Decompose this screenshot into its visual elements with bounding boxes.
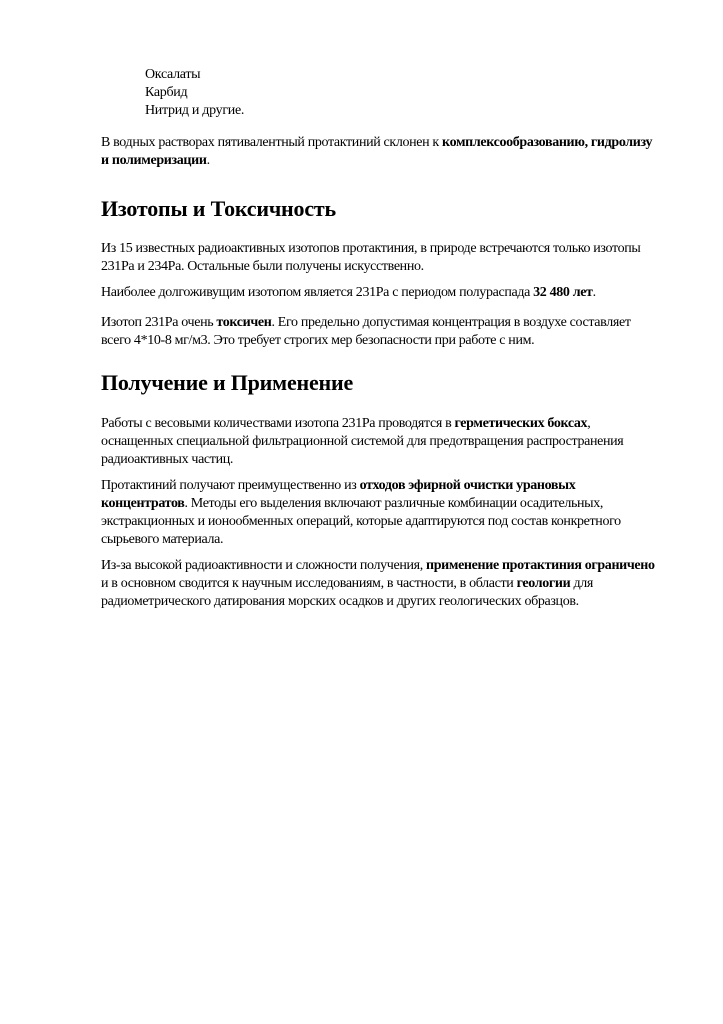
intro-paragraph: [101, 134, 661, 170]
bold-text: комплексообразованию, гидролизу и полимеризации: [101, 135, 653, 168]
text: Из-за высокой радиоактивности и сложности получения,: [101, 558, 427, 573]
heading-isotopes: Изотопы и Токсичность: [101, 196, 336, 221]
bold-text: применение протактиния ограничено: [426, 558, 655, 573]
bold-text: герметических боксах: [454, 416, 588, 431]
list-item: Карбид: [145, 85, 188, 100]
bold-text: отходов эфирной очистки урановых концентратов: [101, 478, 576, 511]
isotopes-paragraph-1: Из 15 известных радиоактивных изотопов протактиния, в природе встречаются только изотопы 231Pa и 234Pa. Остальные были получены искусственно.: [101, 241, 641, 274]
list-item: Оксалаты: [145, 67, 201, 82]
isotopes-paragraph-2: [101, 284, 661, 302]
text: и в основном сводится к научным исследованиям, в частности, в области: [101, 576, 517, 591]
text: Работы с весовыми количествами изотопа 231Pa проводятся в: [101, 416, 455, 431]
isotopes-paragraph-3: [101, 314, 661, 350]
compound-list: [145, 66, 661, 120]
application-paragraph-3: [101, 557, 661, 611]
bold-text: 32 480 лет: [533, 285, 593, 300]
text: .: [206, 153, 210, 168]
application-paragraph-2: [101, 477, 661, 549]
bold-text: геологии: [516, 576, 571, 591]
heading-application: Получение и Применение: [101, 370, 354, 395]
text: Наиболее долгоживущим изотопом является 231Pa с периодом полураспада: [101, 285, 534, 300]
text: Изотоп 231Pa очень: [101, 315, 217, 330]
text: Протактиний получают преимущественно из: [101, 478, 360, 493]
application-paragraph-1: [101, 415, 661, 469]
text: .: [592, 285, 596, 300]
text: . Его предельно допустимая концентрация в воздухе составляет всего 4*10-8 мг/м3. Это требует строгих мер безопасности при работе с ним.: [101, 315, 631, 348]
document-body: [101, 66, 661, 611]
text: . Методы его выделения включают различные комбинации осадительных, экстракционных и ионообменных операций, которые адаптируются под состав конкретного сырьевого материала.: [101, 496, 621, 547]
text: , оснащенных специальной фильтрационной системой для предотвращения распространения радиоактивных частиц.: [101, 416, 624, 467]
bold-text: токсичен: [216, 315, 272, 330]
list-item: Нитрид и другие.: [145, 103, 245, 118]
text: для радиометрического датирования морских осадков и других геологических образцов.: [101, 576, 593, 609]
text: В водных растворах пятивалентный протактиний склонен к: [101, 135, 443, 150]
